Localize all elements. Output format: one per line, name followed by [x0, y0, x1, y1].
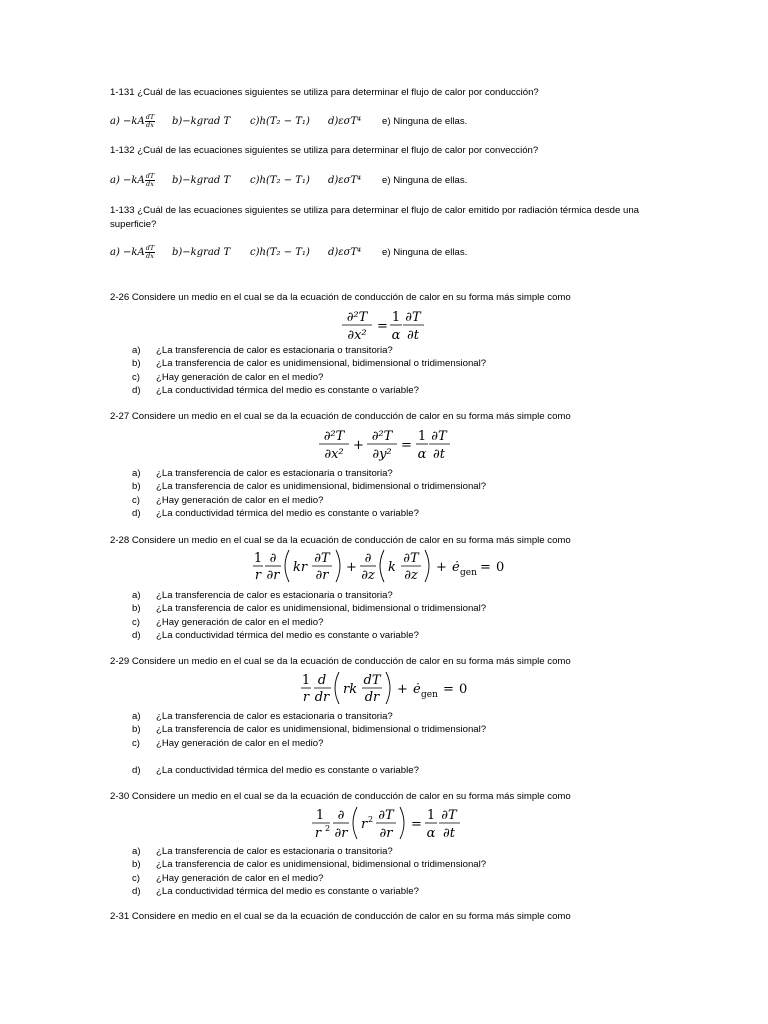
problem-2-28: 2-28 Considere un medio en el cual se da la ecuación de conducción de calor en su forma más simple como — [110, 535, 571, 546]
sub-questions-2-29: a) ¿La transferencia de calor es estacionaria o transitoria? b) ¿La transferencia de calor es unidimensional, bidimensional o tridimensional? c) ¿Hay generación de calor en el medio? d) ¿La conductividad térmica del medio es constante o variable? — [132, 711, 487, 776]
svg-text:0: 0 — [496, 560, 505, 575]
fraction: $\frac{dT}{dx}$ — [145, 244, 155, 260]
svg-text:∂²T: ∂²T — [323, 429, 345, 444]
option-b: b)−kgrad T — [172, 175, 231, 186]
svg-text:∂z: ∂z — [361, 568, 375, 583]
sub-questions-2-28: a) ¿La transferencia de calor es estacionaria o transitoria? b) ¿La transferencia de calor es unidimensional, bidimensional o tridimensional? c) ¿Hay generación de calor en el medio? d) ¿La conductividad térmica del medio es constante o variable? — [132, 590, 487, 642]
svg-text:=: = — [443, 682, 454, 697]
sub-question: ¿La transferencia de calor es unidimensional, bidimensional o tridimensional? — [156, 481, 487, 493]
svg-text:∂T: ∂T — [431, 429, 447, 444]
svg-text:∂t: ∂t — [443, 826, 455, 841]
equation-2-30 — [0, 803, 768, 843]
svg-text:+: + — [436, 560, 447, 575]
eq-num: ∂²T — [346, 310, 368, 325]
svg-text:∂r: ∂r — [266, 568, 280, 583]
svg-text:1: 1 — [417, 429, 427, 444]
eq-den: ∂x² — [347, 328, 367, 343]
option-c: c)h(T₂ − T₁) — [250, 247, 310, 258]
sub-question: ¿La transferencia de calor es estacionaria o transitoria? — [156, 711, 393, 722]
svg-text:=: = — [480, 560, 491, 575]
options-1-133 — [110, 242, 670, 264]
svg-text:+: + — [397, 682, 408, 697]
option-d: d)εσT⁴ — [328, 175, 362, 186]
svg-text:dT: dT — [363, 673, 381, 688]
svg-text:∂x²: ∂x² — [324, 447, 344, 462]
svg-text:∂z: ∂z — [404, 568, 418, 583]
svg-text:α: α — [417, 447, 427, 462]
svg-text:ė: ė — [413, 682, 421, 697]
sub-questions-2-30: a) ¿La transferencia de calor es estacionaria o transitoria? b) ¿La transferencia de calor es unidimensional, bidimensional o tridimensional? c) ¿Hay generación de calor en el medio? d) ¿La conductividad térmica del medio es constante o variable? — [132, 846, 487, 898]
option-a: a) −kA $\frac{dT}{dx}$ — [110, 244, 155, 260]
sub-question: ¿La conductividad térmica del medio es constante o variable? — [156, 385, 419, 397]
option-d: d)εσT⁴ — [328, 247, 362, 258]
svg-text:∂: ∂ — [269, 551, 277, 566]
equation-2-28 — [0, 546, 768, 586]
svg-text:∂T: ∂T — [378, 808, 394, 823]
question-1-131: 1-131 ¿Cuál de las ecuaciones siguientes se utiliza para determinar el flujo de calor por conducción? — [110, 87, 539, 98]
svg-text:∂y²: ∂y² — [372, 447, 392, 462]
sub-questions-2-27: a) ¿La transferencia de calor es estacionaria o transitoria? b) ¿La transferencia de calor es unidimensional, bidimensional o tridimensional? c) ¿Hay generación de calor en el medio? d) ¿La conductividad térmica del medio es constante o variable? — [132, 468, 487, 520]
svg-text:1: 1 — [253, 551, 263, 566]
sub-question: ¿La transferencia de calor es estacionaria o transitoria? — [156, 846, 393, 857]
sub-question: ¿La transferencia de calor es unidimensional, bidimensional o tridimensional? — [156, 358, 487, 370]
sub-question: ¿Hay generación de calor en el medio? — [156, 616, 324, 628]
sub-question: ¿La conductividad térmica del medio es constante o variable? — [156, 764, 419, 776]
sub-question: ¿La transferencia de calor es unidimensional, bidimensional o tridimensional? — [156, 859, 487, 871]
svg-text:=: = — [401, 438, 412, 453]
svg-text:∂: ∂ — [337, 808, 345, 823]
sub-question: ¿La conductividad térmica del medio es constante o variable? — [156, 630, 419, 642]
svg-text:rk: rk — [343, 682, 358, 697]
eq-sign: = — [377, 319, 388, 334]
svg-text:d: d — [317, 673, 327, 688]
svg-text:ė: ė — [452, 560, 460, 575]
option-d: d)εσT⁴ — [328, 116, 362, 127]
question-1-132: 1-132 ¿Cuál de las ecuaciones siguientes se utiliza para determinar el flujo de calor por convección? — [110, 145, 539, 156]
eq-alpha: α — [391, 328, 401, 343]
svg-text:∂T: ∂T — [314, 551, 330, 566]
option-e: e) Ninguna de ellas. — [382, 175, 468, 186]
svg-text:gen: gen — [460, 568, 477, 578]
sub-question: ¿La transferencia de calor es estacionaria o transitoria? — [156, 345, 393, 356]
svg-text:∂r: ∂r — [315, 568, 329, 583]
svg-text:2: 2 — [325, 824, 331, 833]
problem-2-31: 2-31 Considere en medio en el cual se da la ecuación de conducción de calor en su forma más simple como — [110, 911, 571, 922]
option-c: c)h(T₂ − T₁) — [250, 116, 310, 127]
sub-question: ¿Hay generación de calor en el medio? — [156, 737, 324, 749]
svg-text:0: 0 — [459, 682, 468, 697]
svg-text:∂r: ∂r — [379, 826, 393, 841]
options-1-132 — [110, 170, 670, 192]
option-e: e) Ninguna de ellas. — [382, 247, 468, 258]
sub-question: ¿La transferencia de calor es unidimensional, bidimensional o tridimensional? — [156, 724, 487, 736]
problem-2-30: 2-30 Considere un medio en el cual se da la ecuación de conducción de calor en su forma más simple como — [110, 791, 571, 802]
svg-text:∂t: ∂t — [433, 447, 445, 462]
fraction: $\frac{dT}{dx}$ — [145, 113, 155, 129]
svg-text:1: 1 — [426, 808, 436, 823]
svg-text:gen: gen — [421, 690, 438, 700]
svg-text:k: k — [388, 560, 396, 575]
svg-text:+: + — [353, 438, 364, 453]
question-1-133: 1-133 ¿Cuál de las ecuaciones siguientes se utiliza para determinar el flujo de calor emitido por radiación térmica desde una superficie? — [110, 205, 640, 230]
problem-2-29: 2-29 Considere un medio en el cual se da la ecuación de conducción de calor en su forma más simple como — [110, 656, 571, 667]
option-b: b)−kgrad T — [172, 116, 231, 127]
svg-text:∂T: ∂T — [441, 808, 457, 823]
option-b: b)−kgrad T — [172, 247, 231, 258]
svg-text:r: r — [314, 826, 322, 841]
problem-2-26: 2-26 Considere un medio en el cual se da la ecuación de conducción de calor en su forma más simple como — [110, 292, 571, 303]
svg-text:∂²T: ∂²T — [371, 429, 393, 444]
sub-question: ¿La transferencia de calor es estacionaria o transitoria? — [156, 468, 393, 479]
sub-question: ¿La conductividad térmica del medio es constante o variable? — [156, 886, 419, 898]
option-e: e) Ninguna de ellas. — [382, 116, 468, 127]
svg-text:r: r — [254, 568, 262, 583]
sub-question: ¿La transferencia de calor es unidimensional, bidimensional o tridimensional? — [156, 603, 487, 615]
svg-text:1: 1 — [301, 673, 311, 688]
svg-text:1: 1 — [315, 808, 325, 823]
svg-text:2: 2 — [368, 815, 374, 824]
svg-text:∂T: ∂T — [403, 551, 419, 566]
sub-question: ¿La transferencia de calor es estacionaria o transitoria? — [156, 590, 393, 601]
svg-text:+: + — [346, 560, 357, 575]
svg-text:dr: dr — [314, 690, 330, 705]
sub-question: ¿Hay generación de calor en el medio? — [156, 371, 324, 383]
eq-dT: ∂T — [405, 310, 421, 325]
problem-2-27: 2-27 Considere un medio en el cual se da la ecuación de conducción de calor en su forma más simple como — [110, 411, 571, 422]
svg-text:α: α — [426, 826, 436, 841]
svg-text:∂: ∂ — [364, 551, 372, 566]
eq-one: 1 — [391, 310, 401, 325]
svg-text:r: r — [361, 817, 368, 832]
svg-text:r: r — [302, 690, 310, 705]
equation-2-26 — [0, 305, 768, 345]
equation-2-27 — [0, 424, 768, 464]
svg-text:=: = — [411, 817, 422, 832]
option-c: c)h(T₂ − T₁) — [250, 175, 310, 186]
fraction: $\frac{dT}{dx}$ — [145, 172, 155, 188]
svg-text:∂r: ∂r — [334, 826, 348, 841]
eq-dt: ∂t — [407, 328, 419, 343]
sub-question: ¿Hay generación de calor en el medio? — [156, 494, 324, 506]
sub-question: ¿La conductividad térmica del medio es constante o variable? — [156, 508, 419, 520]
svg-text:kr: kr — [293, 560, 308, 575]
option-a: a) −kA $\frac{dT}{dx}$ — [110, 113, 155, 129]
options-1-131 — [110, 111, 670, 133]
option-a: a) −kA $\frac{dT}{dx}$ — [110, 172, 155, 188]
sub-questions-2-26: a) ¿La transferencia de calor es estacionaria o transitoria? b) ¿La transferencia de calor es unidimensional, bidimensional o tridimensional? c) ¿Hay generación de calor en el medio? d) ¿La conductividad térmica del medio es constante o variable? — [132, 345, 487, 397]
svg-text:dr: dr — [364, 690, 380, 705]
equation-2-29 — [0, 668, 768, 708]
sub-question: ¿Hay generación de calor en el medio? — [156, 872, 324, 884]
